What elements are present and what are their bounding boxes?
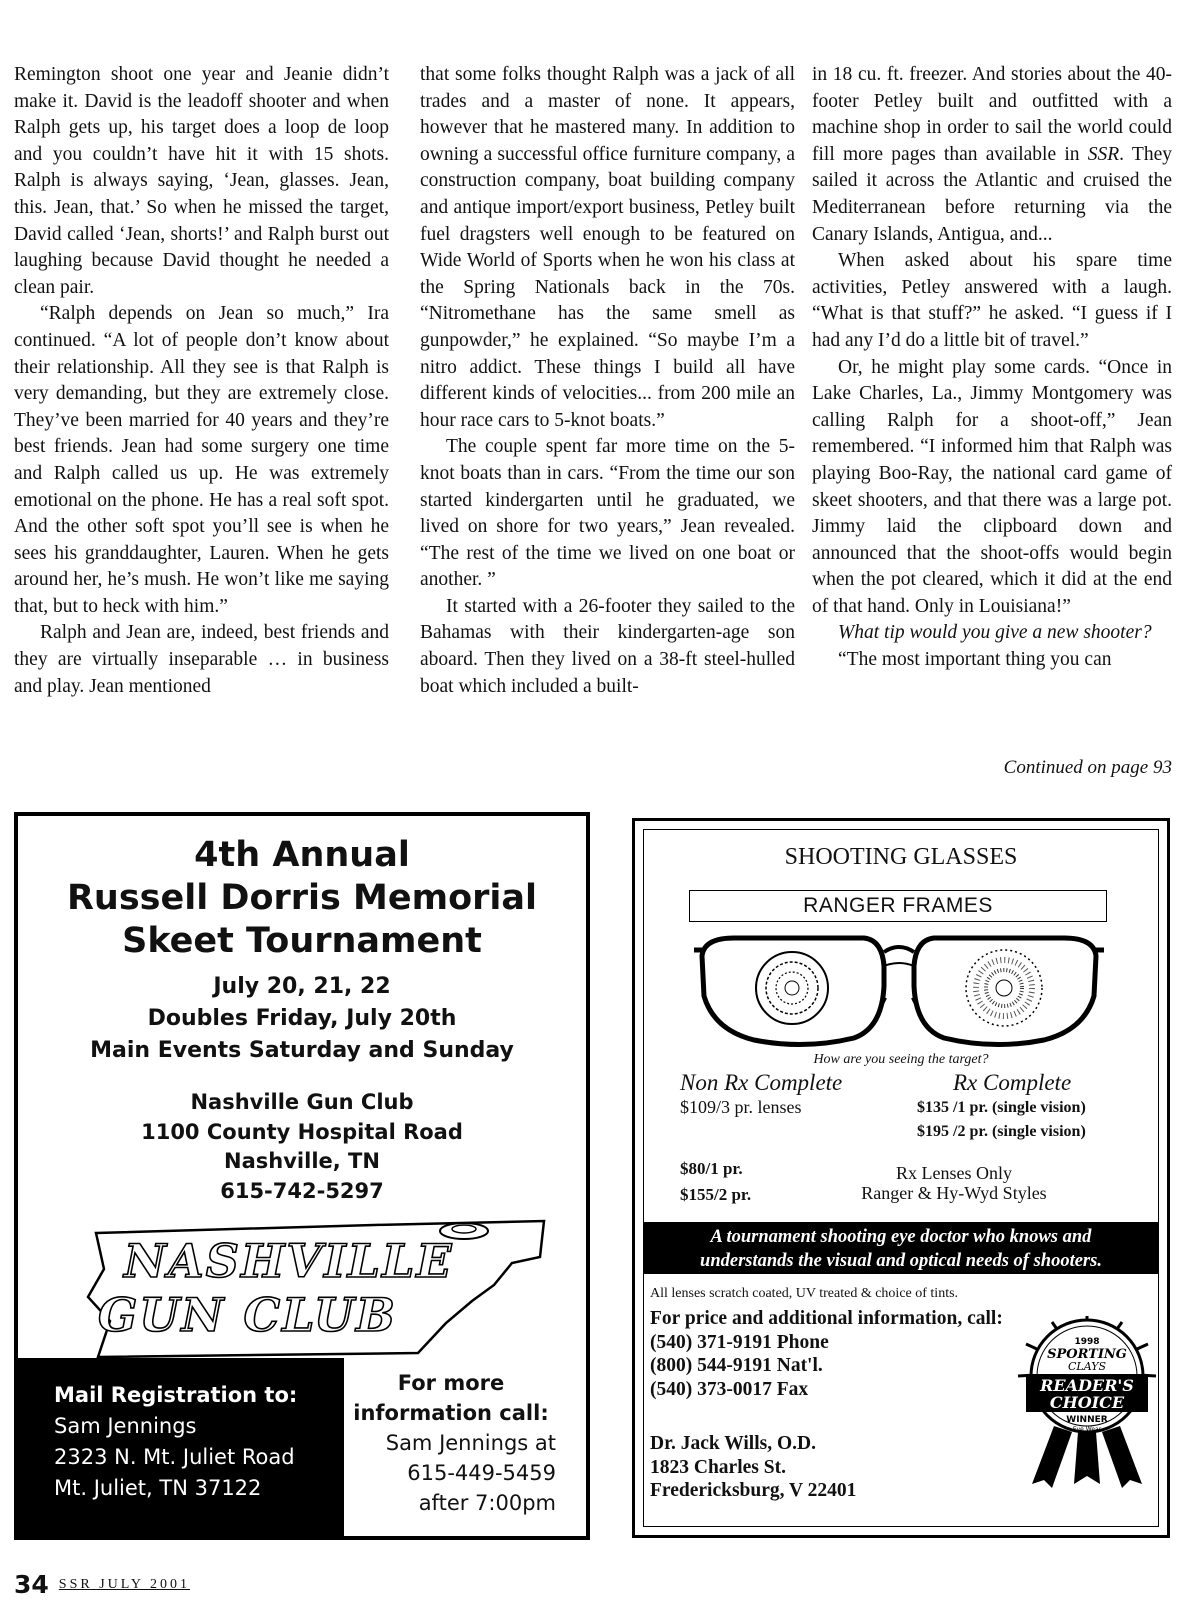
rx-lenses-only: Rx Lenses Only Ranger & Hy-Wyd Styles — [861, 1163, 1047, 1203]
svg-text:SPORTING: SPORTING — [1047, 1347, 1127, 1362]
shooting-glasses-ad — [632, 818, 1170, 1538]
ad-inner-frame — [643, 829, 1159, 1527]
magazine-name: SSR — [1087, 143, 1120, 165]
rx-pricing: Rx Complete $135 /1 pr. (single vision) $195 /2 pr. (single vision) — [917, 1070, 1086, 1140]
paragraph: The couple spent far more time on the 5-knot boats than in cars. “From the time our son started kindergarten until he graduated, we lived on shore for two years,” Jean revealed. “The rest of the time we lived on one boat or another. ” — [420, 436, 795, 591]
logo-text: NASHVILLE — [124, 1234, 454, 1288]
svg-text:Eye Wear: Eye Wear — [1072, 1426, 1102, 1433]
svg-text:READER'S: READER'S — [1040, 1376, 1134, 1395]
club-address: Nashville Gun Club 1100 County Hospital Road Nashville, TN 615-742-5297 — [141, 1090, 463, 1203]
paragraph: in 18 cu. ft. freezer. And stories about the 40-footer Petley built and outfitted with a machine shop in order to sail the world could fill more pages than available in SSR. They sailed it across the Atlantic and cruised the Mediterranean before returning via the Canary Islands, Antigua, and... — [812, 64, 1172, 245]
paragraph: Or, he might play some cards. “Once in Lake Charles, La., Jimmy Montgomery was calling Ralph for a shoot-off,” Jean remembered. “I informed him that Ralph was playing Boo-Ray, the national card game of skeet shooters, and that there was a large pot. Jimmy laid the clipboard down and announced that the shoot-offs would begin when the pot cleared, which it did at the end of that hand. Only in Louisiana!” — [812, 356, 1172, 617]
interview-question: What tip would you give a new shooter? — [838, 622, 1152, 644]
tournament-dates: July 20, 21, 22 Doubles Friday, July 20th Main Events Saturday and Sunday — [90, 974, 514, 1063]
glasses-illustration — [694, 926, 1104, 1050]
continued-note: Continued on page 93 — [1003, 757, 1172, 778]
svg-text:CLAYS: CLAYS — [1067, 1360, 1107, 1373]
paragraph: that some folks thought Ralph was a jack of all trades and a master of none. It appears, however that he mastered many. In addition to owning a successful office furniture company, a construction company, boat building company and antique import/export business, Petley built fuel dragsters well enough to be featured on Wide World of Sports when he won his class at the Spring Nationals back in the 70s. “Nitromethane has the same smell as gunpowder,” he explained. “So maybe I’m a nitro addict. These things I build all have different kinds of velocities... from 200 mile an hour race cars to 5-knot boats.” — [420, 64, 795, 431]
paragraph: It started with a 26-footer they sailed to the Bahamas with their kindergarten-age son aboard. Then they lived on a 38-ft steel-hulled boat which included a built- — [420, 595, 795, 697]
tagline-question: How are you seeing the target? — [813, 1052, 989, 1067]
nashville-gun-club-logo — [74, 1211, 574, 1371]
doctor-address: Dr. Jack Wills, O.D. 1823 Charles St. Fredericksburg, V 22401 — [650, 1433, 857, 1501]
contact-numbers: For price and additional information, call: (540) 371-9191 Phone (800) 544-9191 Nat'l. (540) 373-0017 Fax — [650, 1308, 1003, 1400]
page-footer — [14, 1570, 190, 1599]
tournament-title: 4th Annual Russell Dorris Memorial Skeet Tournament — [66, 835, 538, 961]
lens-note: All lenses scratch coated, UV treated & choice of tints. — [650, 1286, 959, 1301]
readers-choice-ribbon-icon — [1012, 1310, 1162, 1490]
article-column-2 — [420, 62, 795, 700]
paragraph: Remington shoot one year and Jeanie didn’t make it. David is the leadoff shooter and when Ralph gets up, his target does a loop de loop and you couldn’t have hit it with 15 shots. Ralph is always saying, ‘Jean, glasses. Jean, this. Jean, that.’ So when he missed the target, David called ‘Jean, shorts!’ and Ralph burst out laughing because David thought he needed a clean pair. — [14, 64, 389, 298]
tournament-ad — [14, 812, 590, 1540]
paragraph: “Ralph depends on Jean so much,” Ira continued. “A lot of people don’t know about their relationship. All they see is that Ralph is very demanding, but they are extremely close. They’ve been married for 40 years and they’re best friends. Jean had some surgery one time and Ralph called us up. He was extremely emotional on the phone. He has a real soft spot. And the other soft spot you’ll see is when he sees his granddaughter, Lauren. When he gets around her, he’s mush. He won’t like me saying that, but to heck with him.” — [14, 303, 389, 617]
page-number: 34 — [14, 1570, 49, 1599]
svg-text:CHOICE: CHOICE — [1049, 1393, 1125, 1412]
svg-text:1998: 1998 — [1074, 1337, 1100, 1347]
svg-text:WINNER: WINNER — [1066, 1415, 1108, 1425]
paragraph: Ralph and Jean are, indeed, best friends and they are virtually inseparable … in business and play. Jean mentioned — [14, 622, 389, 697]
mail-registration-box: Mail Registration to: Sam Jennings 2323 N. Mt. Juliet Road Mt. Juliet, TN 37122 — [18, 1358, 344, 1536]
article-column-1 — [14, 62, 389, 700]
more-info: For more information call: Sam Jennings at 615-449-5459 after 7:00pm — [353, 1371, 556, 1515]
doctor-tagline: A tournament shooting eye doctor who knows and understands the visual and optical needs of shooters. — [644, 1222, 1158, 1274]
frames-label: RANGER FRAMES — [689, 890, 1107, 922]
logo-text: GUN CLUB — [98, 1288, 397, 1342]
paragraph: “The most important thing you can — [838, 649, 1112, 671]
ad-heading: SHOOTING GLASSES — [784, 844, 1018, 870]
article-column-3 — [812, 62, 1172, 674]
lens-prices: $80/1 pr. $155/2 pr. — [680, 1159, 752, 1204]
non-rx-pricing: Non Rx Complete $109/3 pr. lenses — [680, 1070, 843, 1117]
paragraph: When asked about his spare time activities, Petley answered with a laugh. “What is that stuff?” he asked. “I guess if I had any I’d do a little bit of travel.” — [812, 250, 1172, 351]
issue-label: SSR JULY 2001 — [58, 1576, 191, 1592]
